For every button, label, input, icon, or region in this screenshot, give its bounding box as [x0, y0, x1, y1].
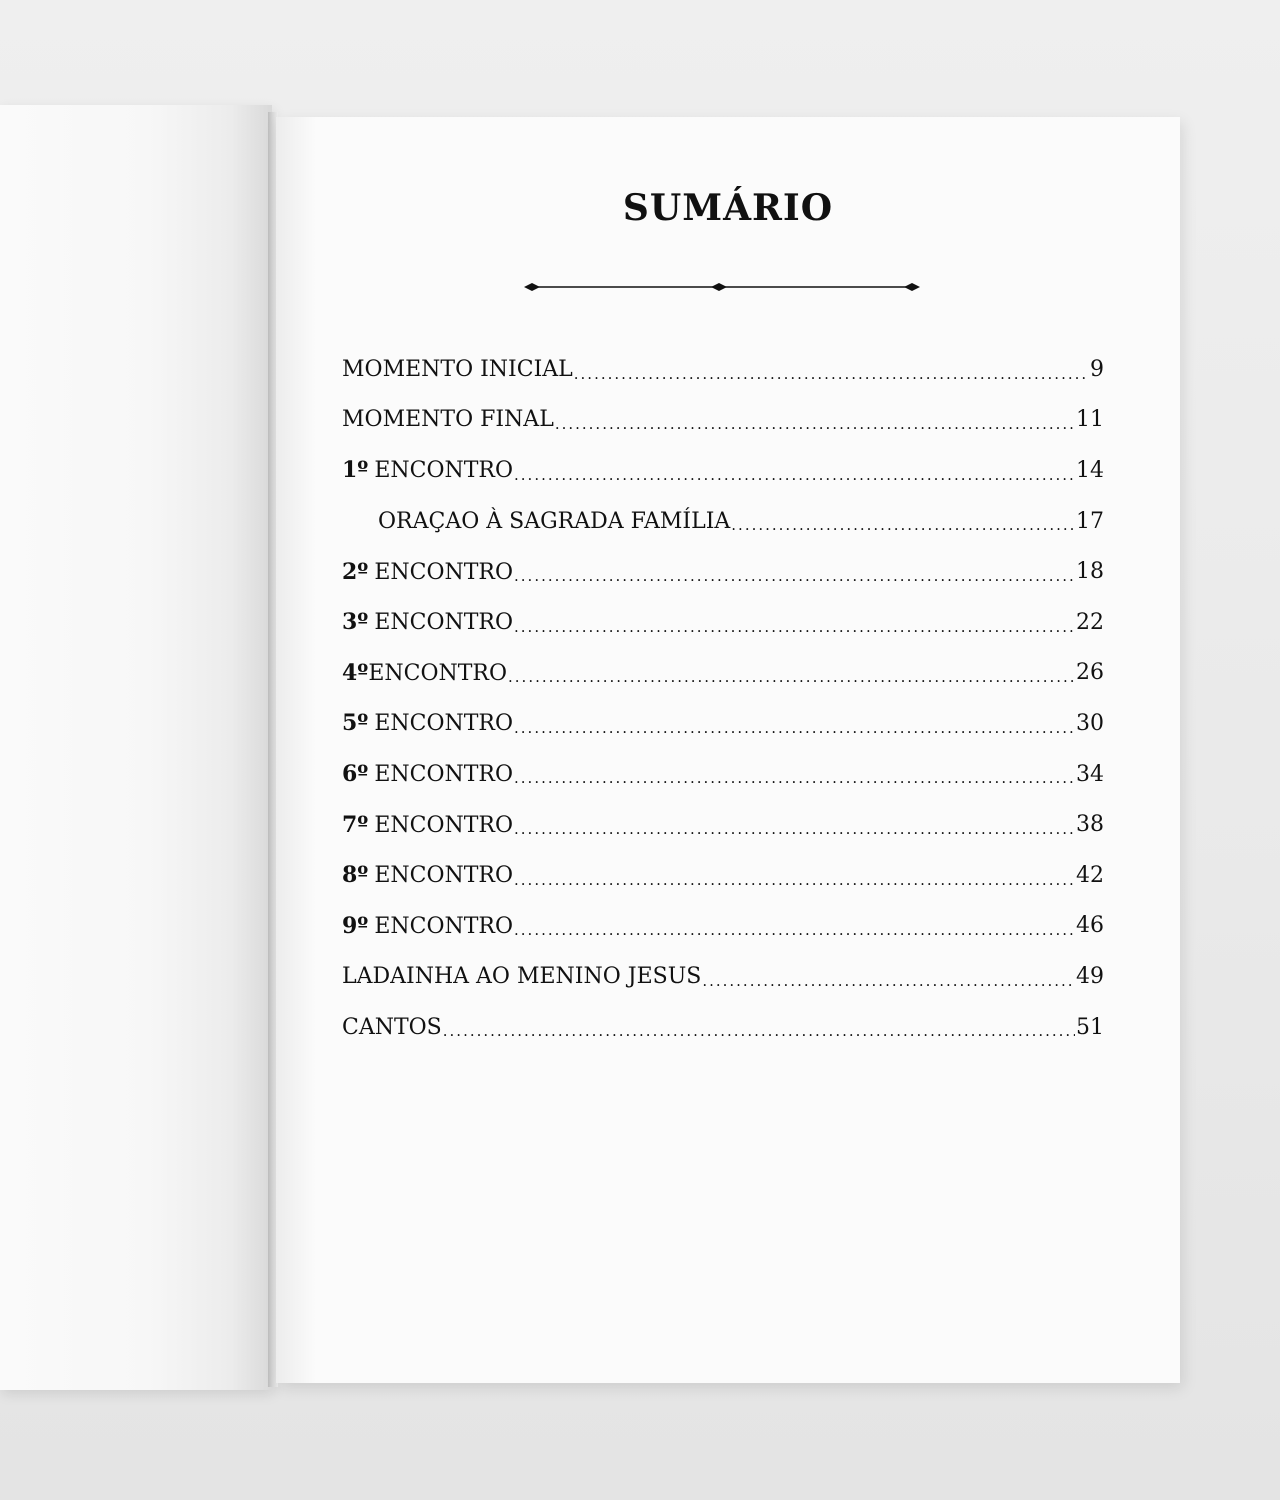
toc-title: CANTOS — [342, 1014, 442, 1040]
left-page — [0, 105, 272, 1390]
toc-row-encontro-1[interactable] — [342, 445, 1104, 496]
toc-title: MOMENTO INICIAL — [342, 356, 573, 382]
toc-title: LADAINHA AO MENINO JESUS — [342, 963, 702, 989]
toc-row-encontro-8[interactable] — [342, 850, 1104, 901]
toc-number: 5º — [342, 710, 369, 737]
dot-leader — [514, 769, 1075, 799]
dot-leader — [702, 972, 1075, 1002]
toc-title: ORAÇAO À SAGRADA FAMÍLIA — [378, 508, 731, 534]
dot-leader — [731, 516, 1075, 546]
dot-leader — [508, 668, 1075, 698]
dot-leader — [514, 921, 1075, 951]
toc-title: ENCONTRO — [374, 913, 514, 939]
toc-number: 9º — [342, 912, 369, 939]
toc-page-number: 9 — [1090, 356, 1104, 382]
toc-title: ENCONTRO — [374, 711, 514, 737]
toc-page-number: 17 — [1076, 508, 1104, 534]
toc-title: MOMENTO FINAL — [342, 407, 554, 433]
dot-leader — [574, 365, 1089, 395]
dot-leader — [514, 466, 1075, 496]
toc-page-number: 26 — [1076, 660, 1104, 686]
toc-row-encontro-3[interactable] — [342, 597, 1104, 648]
toc-row-encontro-9[interactable] — [342, 901, 1104, 952]
dot-leader — [514, 618, 1075, 648]
toc-number: 8º — [342, 862, 369, 889]
toc-title: ENCONTRO — [374, 762, 514, 788]
toc-page-number: 34 — [1076, 761, 1104, 787]
toc-row-momento-final[interactable] — [342, 395, 1104, 446]
toc-row-cantos[interactable] — [342, 1002, 1104, 1053]
toc-row-momento-inicial[interactable] — [342, 344, 1104, 395]
toc-number: 3º — [342, 609, 369, 636]
toc-row-encontro-5[interactable] — [342, 698, 1104, 749]
divider-ornament-icon — [522, 275, 922, 299]
toc-title: ENCONTRO — [374, 863, 514, 889]
toc-page-number: 51 — [1076, 1014, 1104, 1040]
toc-page-number: 11 — [1076, 407, 1104, 433]
toc-row-encontro-4[interactable] — [342, 648, 1104, 699]
dot-leader — [514, 567, 1075, 597]
toc-number: 7º — [342, 811, 369, 838]
toc-page-number: 30 — [1076, 710, 1104, 736]
toc-number: 2º — [342, 558, 369, 585]
page-title: SUMÁRIO — [622, 187, 834, 229]
toc-title: ENCONTRO — [374, 610, 514, 636]
toc-page-number: 18 — [1076, 559, 1104, 585]
toc-page-number: 38 — [1076, 812, 1104, 838]
toc-row-encontro-6[interactable] — [342, 749, 1104, 800]
toc-page-number: 14 — [1076, 457, 1104, 483]
dot-leader — [514, 719, 1075, 749]
dot-leader — [514, 820, 1075, 850]
dot-leader — [443, 1022, 1075, 1052]
toc-page-number: 46 — [1076, 913, 1104, 939]
toc-title: ENCONTRO — [374, 458, 514, 484]
toc-number: 6º — [342, 761, 369, 788]
toc-row-encontro-2[interactable] — [342, 546, 1104, 597]
dot-leader — [514, 871, 1075, 901]
toc-title: ENCONTRO — [374, 559, 514, 585]
toc-page-number: 42 — [1076, 862, 1104, 888]
toc-title: ENCONTRO — [374, 812, 514, 838]
toc-row-encontro-7[interactable] — [342, 799, 1104, 850]
toc-page-number: 49 — [1076, 963, 1104, 989]
toc-number: 4º — [342, 659, 369, 686]
dot-leader — [555, 415, 1075, 445]
table-of-contents — [342, 344, 1104, 1052]
toc-row-oracao-sagrada-familia[interactable] — [342, 496, 1104, 547]
toc-row-ladainha[interactable] — [342, 951, 1104, 1002]
right-page — [276, 117, 1180, 1383]
toc-number: 1º — [342, 457, 369, 484]
toc-title: ENCONTRO — [368, 660, 508, 686]
toc-page-number: 22 — [1076, 609, 1104, 635]
